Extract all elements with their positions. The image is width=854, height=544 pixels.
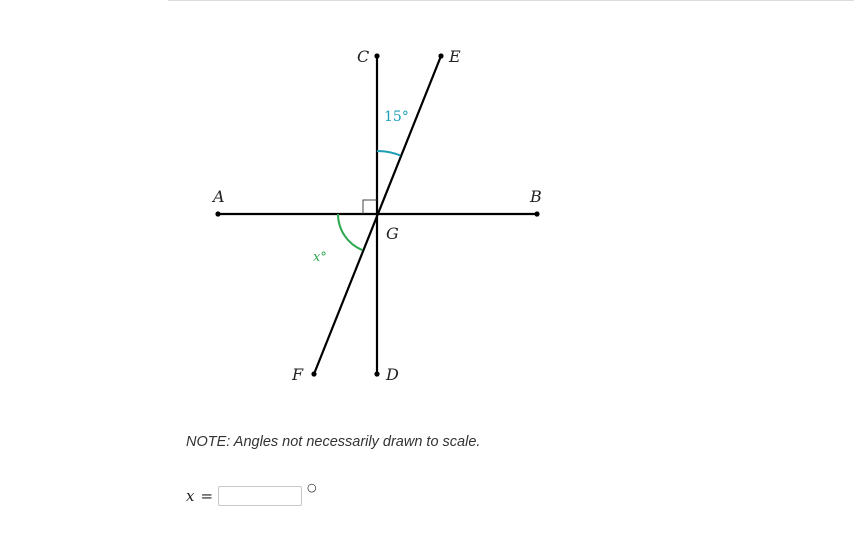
- point-F-dot: [311, 371, 316, 376]
- point-label-C: C: [357, 47, 370, 66]
- scale-note: NOTE: Angles not necessarily drawn to scale.: [186, 434, 481, 450]
- point-C-dot: [374, 53, 379, 58]
- point-A-dot: [215, 211, 220, 216]
- point-label-B: B: [530, 187, 542, 206]
- angle-label-15: 15°: [384, 109, 409, 125]
- point-E-dot: [438, 53, 443, 58]
- point-label-A: A: [213, 187, 225, 206]
- answer-row: [186, 480, 317, 508]
- degree-unit: ○: [307, 480, 317, 494]
- point-label-G: G: [386, 224, 399, 243]
- answer-input[interactable]: [218, 486, 302, 506]
- angle-arc-x: [338, 214, 363, 250]
- point-label-E: E: [449, 47, 461, 66]
- answer-equals-sign: =: [200, 487, 214, 505]
- point-label-D: D: [386, 365, 399, 384]
- angle-arc-15: [377, 151, 400, 156]
- answer-variable: x: [186, 487, 195, 505]
- right-angle-marker: [363, 200, 377, 214]
- point-B-dot: [534, 211, 539, 216]
- angle-label-x: x°: [313, 250, 327, 265]
- point-label-F: F: [292, 365, 304, 384]
- point-D-dot: [374, 371, 379, 376]
